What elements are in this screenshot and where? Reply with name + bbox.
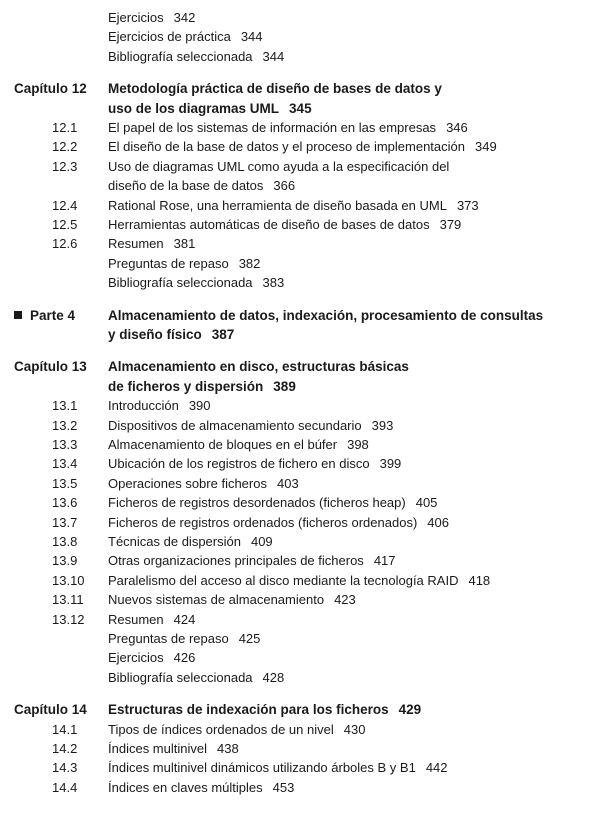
section-number: 13.8 <box>52 534 78 549</box>
chapter-label: Capítulo 12 <box>14 81 87 97</box>
entry-title[interactable] <box>108 396 211 415</box>
entry-text: Resumen <box>108 611 164 627</box>
entry-text: y diseño físico <box>108 327 202 342</box>
section-number: 14.2 <box>52 741 78 756</box>
entry-title[interactable] <box>108 720 365 739</box>
page-number: 345 <box>289 100 312 116</box>
entry-title[interactable] <box>108 357 409 376</box>
entry-title[interactable] <box>108 513 449 532</box>
entry-title[interactable] <box>108 27 263 46</box>
section-number: 12.5 <box>52 217 78 232</box>
section-number: 12.2 <box>52 139 78 155</box>
page-number: 406 <box>427 514 449 530</box>
section-number: 13.10 <box>52 572 85 588</box>
section-number: 13.3 <box>52 437 78 452</box>
entry-text: uso de los diagramas UML <box>108 100 280 116</box>
entry-text: Metodología práctica de diseño de bases de datos y <box>108 81 442 97</box>
entry-title[interactable] <box>108 474 299 493</box>
section-number: 13.11 <box>52 592 84 608</box>
entry-text: Estructuras de indexación para los ficheros <box>108 702 389 718</box>
page-number: 373 <box>456 197 479 213</box>
page-number: 398 <box>347 437 369 452</box>
entry-title[interactable] <box>108 325 234 344</box>
page-number: 382 <box>238 255 261 271</box>
section-number: 12.4 <box>52 197 78 213</box>
section-number: 14.1 <box>52 721 78 737</box>
page-number: 405 <box>415 495 438 511</box>
entry-text: Ficheros de registros desordenados (ficheros heap) <box>108 495 406 511</box>
entry-text: de ficheros y dispersión <box>108 378 264 394</box>
page-number: 442 <box>425 760 448 776</box>
entry-text: El papel de los sistemas de información en las empresas <box>108 120 437 135</box>
page-number: 366 <box>273 178 296 194</box>
entry-title[interactable] <box>108 254 260 273</box>
entry-text: Tipos de índices ordenados de un nivel <box>108 721 334 737</box>
entry-text: Introducción <box>108 398 179 414</box>
entry-text: Resumen <box>108 236 164 252</box>
entry-text: Ubicación de los registros de fichero en disco <box>108 456 370 472</box>
entry-title[interactable] <box>108 215 461 234</box>
entry-title[interactable] <box>108 493 437 512</box>
page-number: 418 <box>468 572 491 588</box>
entry-title[interactable] <box>108 700 421 719</box>
entry-title[interactable] <box>108 739 239 758</box>
entry-title[interactable] <box>108 196 479 215</box>
entry-text: Almacenamiento de datos, indexación, procesamiento de consultas <box>108 307 544 323</box>
entry-title[interactable] <box>108 176 295 195</box>
entry-title[interactable] <box>108 648 195 667</box>
page-number: 438 <box>217 741 239 756</box>
entry-text: Rational Rose, una herramienta de diseño basada en UML <box>108 197 447 213</box>
entry-text: Operaciones sobre ficheros <box>108 475 267 491</box>
section-number: 14.3 <box>52 760 78 776</box>
entry-text: Uso de diagramas UML como ayuda a la especificación del <box>108 158 450 174</box>
page-number: 453 <box>272 779 295 795</box>
chapter-label: Capítulo 14 <box>14 702 87 718</box>
entry-title[interactable] <box>108 571 490 590</box>
entry-text: Herramientas automáticas de diseño de bases de datos <box>108 217 430 232</box>
entry-title[interactable] <box>108 47 284 66</box>
entry-text: Preguntas de repaso <box>108 631 229 646</box>
entry-title[interactable] <box>108 234 195 253</box>
page-number: 344 <box>262 48 285 64</box>
entry-title[interactable] <box>108 551 396 570</box>
section-number: 12.3 <box>52 158 78 174</box>
page-number: 399 <box>379 456 402 472</box>
page-number: 381 <box>173 236 196 252</box>
section-number: 13.4 <box>52 456 78 472</box>
entry-text: Dispositivos de almacenamiento secundario <box>108 417 362 433</box>
entry-title[interactable] <box>108 416 393 435</box>
entry-title[interactable] <box>108 8 195 27</box>
section-number: 13.9 <box>52 553 78 569</box>
entry-text: Bibliografía seleccionada <box>108 275 253 291</box>
entry-title[interactable] <box>108 118 468 137</box>
page-number: 387 <box>211 327 235 342</box>
entry-text: Ficheros de registros ordenados (ficheros ordenados) <box>108 514 418 530</box>
section-number: 13.2 <box>52 417 78 433</box>
page-number: 344 <box>240 29 263 45</box>
section-number: 13.5 <box>52 475 78 491</box>
entry-title[interactable] <box>108 668 284 687</box>
entry-title[interactable] <box>108 99 312 118</box>
page-number: 393 <box>371 417 394 433</box>
part-label: Parte 4 <box>30 307 76 323</box>
page-number: 426 <box>173 650 196 666</box>
entry-text: Índices en claves múltiples <box>108 779 263 795</box>
entry-text: Índices multinivel dinámicos utilizando árboles B y B1 <box>108 760 416 776</box>
entry-title[interactable] <box>108 79 442 98</box>
page-number: 425 <box>238 631 261 646</box>
entry-title[interactable] <box>108 273 284 292</box>
page-number: 349 <box>475 139 497 155</box>
page-number: 409 <box>250 534 273 549</box>
page-number: 424 <box>173 611 196 627</box>
section-number: 12.6 <box>52 236 78 252</box>
entry-text: Técnicas de dispersión <box>108 534 241 549</box>
entry-text: Preguntas de repaso <box>108 255 229 271</box>
entry-text: El diseño de la base de datos y el proceso de implementación <box>108 139 465 155</box>
entry-title[interactable] <box>108 532 273 551</box>
entry-text: diseño de la base de datos <box>108 178 264 194</box>
entry-text: Nuevos sistemas de almacenamiento <box>108 592 325 608</box>
page-number: 342 <box>173 10 196 25</box>
section-number: 13.12 <box>52 611 85 627</box>
entry-title[interactable] <box>108 610 195 629</box>
entry-text: Ejercicios de práctica <box>108 29 231 45</box>
section-number: 12.1 <box>52 120 78 135</box>
entry-title[interactable] <box>108 629 260 648</box>
entry-title[interactable] <box>108 157 449 176</box>
entry-text: Ejercicios <box>108 650 164 666</box>
entry-title[interactable] <box>108 306 543 325</box>
entry-text: Bibliografía seleccionada <box>108 48 253 64</box>
page-number: 389 <box>273 378 296 394</box>
section-number: 13.1 <box>52 398 78 414</box>
entry-text: Almacenamiento de bloques en el búfer <box>108 437 338 452</box>
section-number: 13.6 <box>52 495 78 511</box>
entry-title[interactable] <box>108 590 356 609</box>
entry-title[interactable] <box>108 435 369 454</box>
entry-text: Otras organizaciones principales de ficheros <box>108 553 364 569</box>
bullet-square-icon <box>14 311 22 319</box>
page-number: 417 <box>373 553 396 569</box>
entry-text: Almacenamiento en disco, estructuras básicas <box>108 359 409 375</box>
entry-text: Índices multinivel <box>108 741 207 756</box>
page-number: 379 <box>439 217 462 232</box>
page-number: 403 <box>276 475 299 491</box>
chapter-label: Capítulo 13 <box>14 359 87 375</box>
page-number: 346 <box>446 120 468 135</box>
entry-text: Paralelismo del acceso al disco mediante la tecnología RAID <box>108 572 459 588</box>
entry-title[interactable] <box>108 377 296 396</box>
page-number: 428 <box>262 669 285 685</box>
entry-title[interactable] <box>108 758 448 777</box>
entry-title[interactable] <box>108 454 401 473</box>
page-number: 423 <box>334 592 356 608</box>
entry-title[interactable] <box>108 137 497 156</box>
page-number: 429 <box>398 702 422 718</box>
page-number: 430 <box>343 721 366 737</box>
section-number: 14.4 <box>52 779 78 795</box>
section-number: 13.7 <box>52 514 78 530</box>
entry-text: Ejercicios <box>108 10 164 25</box>
page-number: 390 <box>188 398 211 414</box>
entry-text: Bibliografía seleccionada <box>108 669 253 685</box>
page-number: 383 <box>262 275 285 291</box>
entry-title[interactable] <box>108 778 294 797</box>
